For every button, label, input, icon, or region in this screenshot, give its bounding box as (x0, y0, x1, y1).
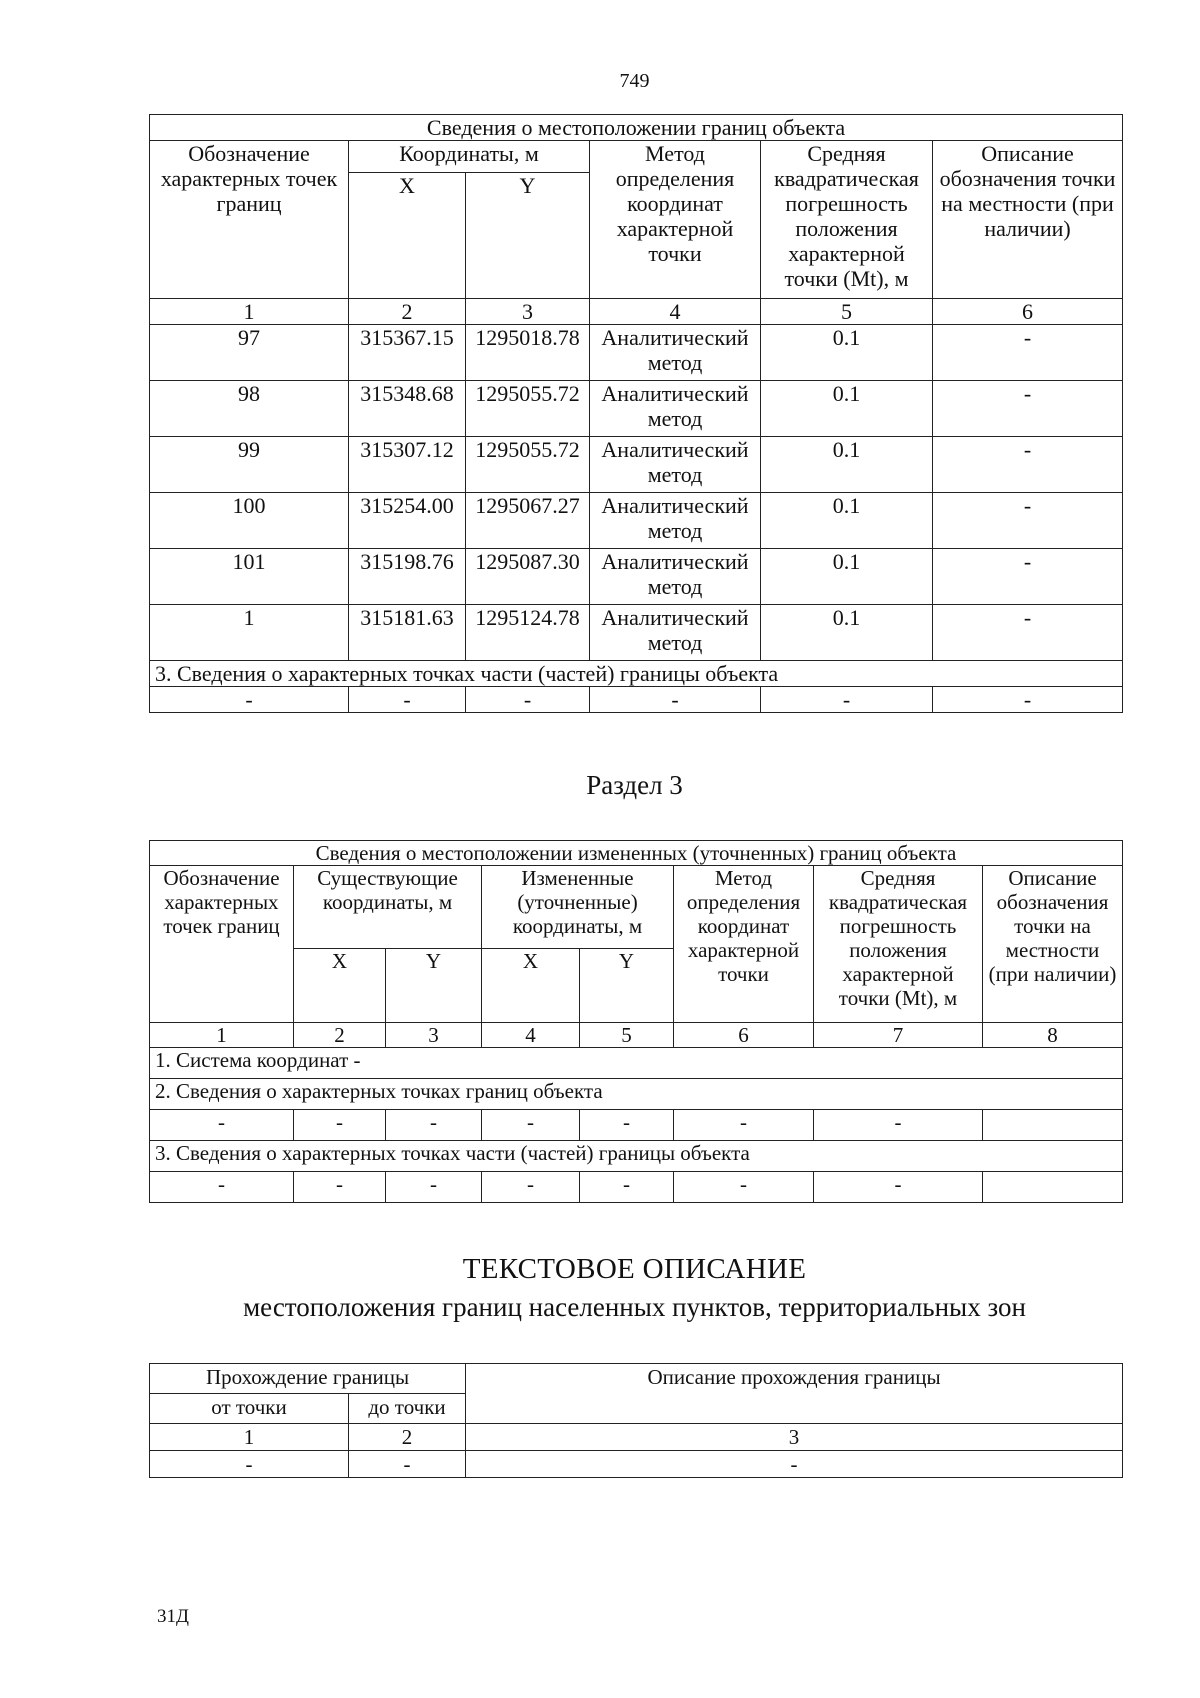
col-number: 1 (150, 1424, 349, 1451)
cell: 1295018.78 (466, 325, 590, 381)
cell: 1295087.30 (466, 549, 590, 605)
col-number: 7 (814, 1023, 983, 1048)
cell: Аналитический метод (590, 493, 761, 549)
cell: 98 (150, 381, 349, 437)
cell: 99 (150, 437, 349, 493)
cell: - (294, 1172, 386, 1203)
col-number: 3 (466, 299, 590, 325)
cell: 1295067.27 (466, 493, 590, 549)
cell: - (150, 1172, 294, 1203)
cell: - (294, 1110, 386, 1141)
table-caption: Сведения о местоположении границ объекта (150, 115, 1123, 141)
cell: - (580, 1110, 674, 1141)
cell: 0.1 (761, 549, 933, 605)
col-number: 8 (983, 1023, 1123, 1048)
changed-boundary-points-table (149, 840, 1123, 1203)
section-2-label: 2. Сведения о характерных точках границ объекта (150, 1079, 1123, 1110)
header-x: X (349, 173, 466, 299)
header-point: Обозначение характерных точек границ (150, 866, 294, 1023)
section-title: Раздел 3 (586, 770, 683, 800)
table-row (150, 1451, 1123, 1478)
cell: 315348.68 (349, 381, 466, 437)
cell: - (386, 1172, 482, 1203)
cell (983, 1172, 1123, 1203)
header-x: X (482, 949, 580, 1023)
header-passage-description: Описание прохождения границы (466, 1364, 1123, 1424)
cell: 0.1 (761, 325, 933, 381)
cell: - (466, 687, 590, 713)
cell: 315254.00 (349, 493, 466, 549)
cell: - (933, 605, 1123, 661)
section-3-label: 3. Сведения о характерных точках части (частей) границы объекта (150, 1141, 1123, 1172)
header-point: Обозначение характерных точек границ (150, 141, 349, 299)
cell: - (814, 1172, 983, 1203)
col-number: 4 (590, 299, 761, 325)
cell: Аналитический метод (590, 605, 761, 661)
cell (983, 1110, 1123, 1141)
cell: Аналитический метод (590, 549, 761, 605)
header-error: Средняя квадратическая погрешность положения характерной точки (Mt), м (761, 141, 933, 299)
header-description: Описание обозначения точки на местности (при наличии) (933, 141, 1123, 299)
header-passage: Прохождение границы (150, 1364, 466, 1394)
cell: - (674, 1172, 814, 1203)
header-coords: Координаты, м (349, 141, 590, 173)
cell: Аналитический метод (590, 381, 761, 437)
cell: 315198.76 (349, 549, 466, 605)
cell: - (150, 1451, 349, 1478)
col-number: 5 (761, 299, 933, 325)
page-number: 749 (619, 70, 650, 92)
col-number: 2 (349, 299, 466, 325)
header-existing-coords: Существующие координаты, м (294, 866, 482, 949)
description-title: ТЕКСТОВОЕ ОПИСАНИЕ (462, 1253, 807, 1285)
table-row (150, 1110, 1123, 1141)
description-subtitle: местоположения границ населенных пунктов, территориальных зон (243, 1292, 1026, 1322)
cell: - (466, 1451, 1123, 1478)
col-number: 4 (482, 1023, 580, 1048)
col-number: 2 (349, 1424, 466, 1451)
cell: 1295055.72 (466, 381, 590, 437)
col-number: 2 (294, 1023, 386, 1048)
header-error: Средняя квадратическая погрешность положения характерной точки (Mt), м (814, 866, 983, 1023)
col-number: 3 (466, 1424, 1123, 1451)
footer-code: 31Д (157, 1606, 189, 1627)
header-y: Y (386, 949, 482, 1023)
cell: 315181.63 (349, 605, 466, 661)
table-row (150, 325, 1123, 381)
cell: 0.1 (761, 437, 933, 493)
cell: - (580, 1172, 674, 1203)
cell: - (482, 1110, 580, 1141)
table-row (150, 605, 1123, 661)
col-number: 3 (386, 1023, 482, 1048)
cell: 1295055.72 (466, 437, 590, 493)
table-row (150, 1172, 1123, 1203)
cell: - (814, 1110, 983, 1141)
col-number: 1 (150, 299, 349, 325)
header-to-point: до точки (349, 1394, 466, 1424)
cell: 1 (150, 605, 349, 661)
cell: - (150, 687, 349, 713)
header-y: Y (580, 949, 674, 1023)
table-row (150, 493, 1123, 549)
header-from-point: от точки (150, 1394, 349, 1424)
cell: 100 (150, 493, 349, 549)
cell: - (761, 687, 933, 713)
cell: 101 (150, 549, 349, 605)
header-x: X (294, 949, 386, 1023)
header-description: Описание обозначения точки на местности (при наличии) (983, 866, 1123, 1023)
cell: - (933, 381, 1123, 437)
table-row (150, 687, 1123, 713)
cell: - (933, 437, 1123, 493)
header-method: Метод определения координат характерной точки (674, 866, 814, 1023)
boundary-points-table (149, 114, 1123, 713)
cell: 97 (150, 325, 349, 381)
section-3-label: 3. Сведения о характерных точках части (частей) границы объекта (150, 661, 1123, 687)
cell: 0.1 (761, 493, 933, 549)
cell: - (482, 1172, 580, 1203)
cell: - (349, 1451, 466, 1478)
header-y: Y (466, 173, 590, 299)
cell: - (933, 325, 1123, 381)
header-changed-coords: Измененные (уточненные) координаты, м (482, 866, 674, 949)
cell: - (150, 1110, 294, 1141)
cell: - (674, 1110, 814, 1141)
col-number: 5 (580, 1023, 674, 1048)
table-caption: Сведения о местоположении измененных (уточненных) границ объекта (150, 841, 1123, 866)
column-numbers-row (150, 1424, 1123, 1451)
column-numbers-row (150, 299, 1123, 325)
cell: - (933, 549, 1123, 605)
cell: 0.1 (761, 381, 933, 437)
col-number: 6 (674, 1023, 814, 1048)
cell: - (349, 687, 466, 713)
cell: 315307.12 (349, 437, 466, 493)
cell: 1295124.78 (466, 605, 590, 661)
header-method: Метод определения координат характерной точки (590, 141, 761, 299)
boundary-passage-table (149, 1363, 1123, 1478)
table-row (150, 549, 1123, 605)
cell: Аналитический метод (590, 325, 761, 381)
col-number: 1 (150, 1023, 294, 1048)
coordinate-system-label: 1. Система координат - (150, 1048, 1123, 1079)
column-numbers-row (150, 1023, 1123, 1048)
cell: Аналитический метод (590, 437, 761, 493)
cell: - (590, 687, 761, 713)
cell: - (933, 687, 1123, 713)
cell: - (933, 493, 1123, 549)
col-number: 6 (933, 299, 1123, 325)
cell: - (386, 1110, 482, 1141)
cell: 315367.15 (349, 325, 466, 381)
cell: 0.1 (761, 605, 933, 661)
table-row (150, 381, 1123, 437)
table-row (150, 437, 1123, 493)
